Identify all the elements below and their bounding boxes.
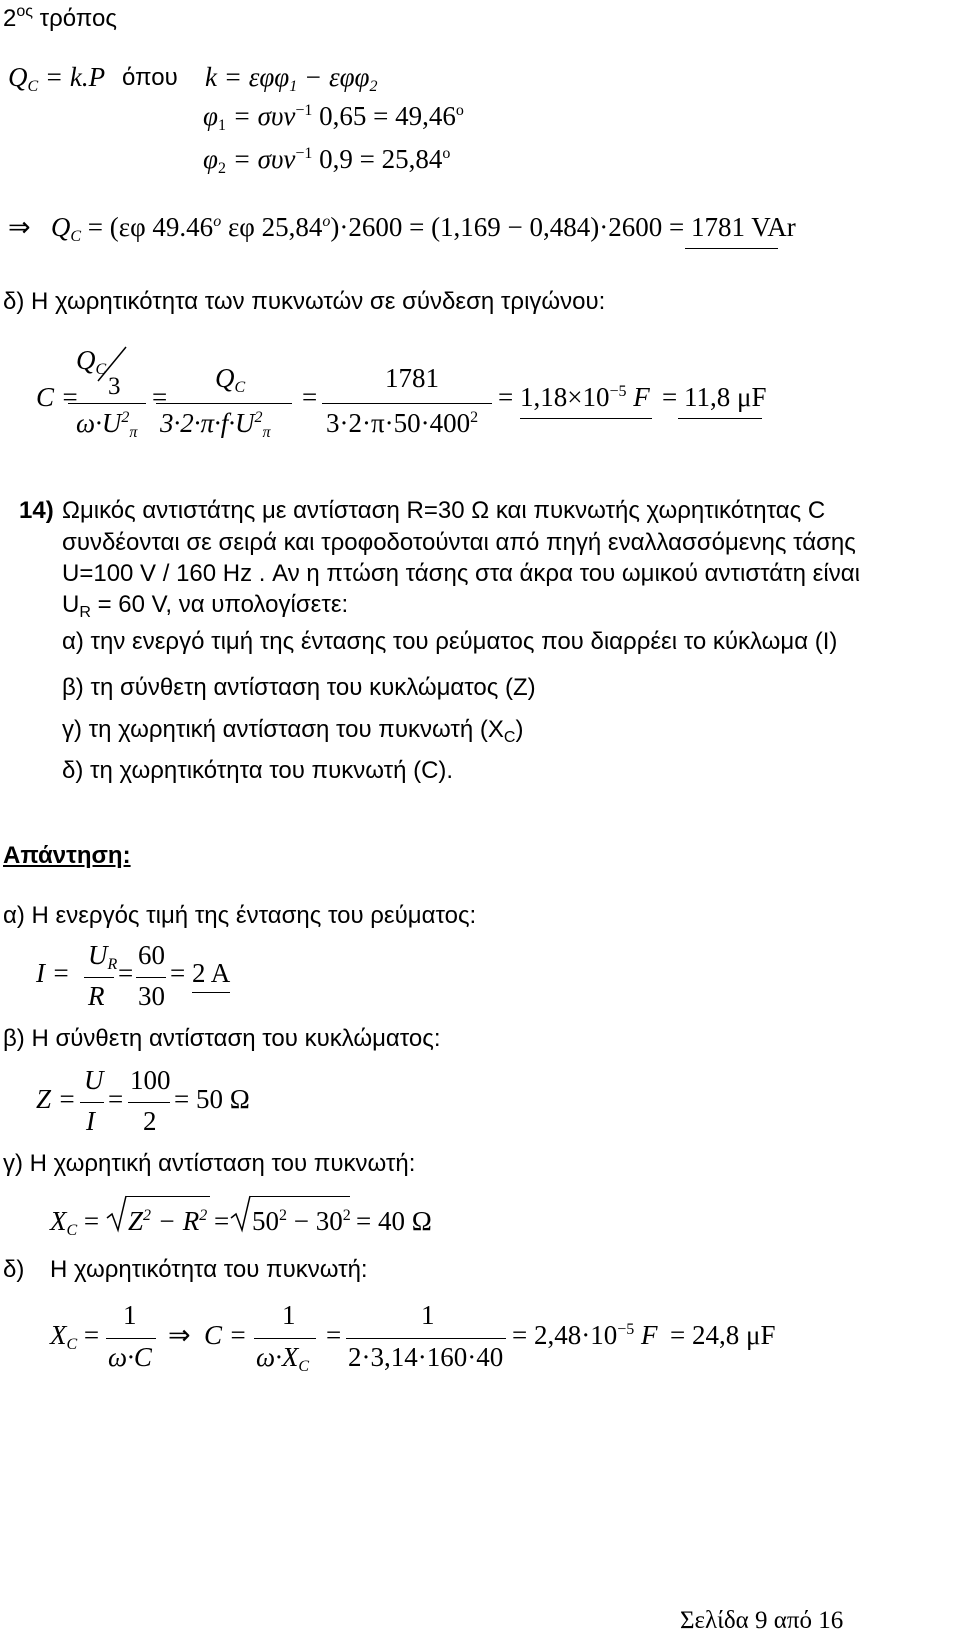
ans-c-eq2: =	[214, 1206, 230, 1236]
question-b: β) τη σύνθετη αντίσταση του κυκλώματος (Z)	[62, 674, 536, 701]
sqrt-sign-1	[106, 1194, 128, 1234]
ans-c-result: = 40 Ω	[356, 1206, 432, 1236]
cap-f3-num: 1781	[385, 363, 439, 393]
ans-d-arrow: ⇒	[168, 1320, 191, 1350]
ans-b-z-equals: Z =	[36, 1084, 76, 1114]
ans-a-frac2-line	[136, 977, 166, 978]
radical-bar-2	[250, 1196, 350, 1197]
radical-bar-1	[126, 1196, 210, 1197]
opou-word: όπου	[122, 64, 178, 91]
problem-number: 14)	[19, 497, 54, 524]
ans-d-f3-den: 2·3,14·160·40	[348, 1342, 504, 1372]
cap-f3-den: $3\cdot 2\cdot\pi\cdot 50\cdot 400^2$	[326, 408, 479, 438]
answer-a-title: α) Η ενεργός τιμή της έντασης του ρεύματος:	[3, 902, 477, 929]
ans-d-frac3-line	[346, 1338, 506, 1339]
ans-d-f1-num: 1	[123, 1300, 137, 1330]
ans-d-f1-den: ω·C	[108, 1342, 152, 1372]
ans-b-num2: 100	[130, 1065, 171, 1095]
ans-b-frac1-line	[80, 1102, 104, 1103]
problem-line-1: Ωμικός αντιστάτης με αντίσταση R=30 Ω και πυκνωτής χωρητικότητας C	[62, 497, 826, 524]
ans-b-num: U	[84, 1065, 104, 1095]
cap-result-2: = 11,8 μF	[662, 382, 767, 412]
cap-res2-underline	[678, 418, 762, 419]
ans-c-radicand-1: $Z^2 - R^2$	[128, 1206, 208, 1236]
answer-d-label: δ)	[3, 1256, 25, 1283]
cap-f2-den: $3\cdot 2\cdot\pi\cdot f\cdot U^2_\pi$	[160, 408, 271, 441]
phi2-equation: $\varphi_2 = \sigma\upsilon\nu^{-1}$ $0,9 = 25,84^o$	[203, 144, 451, 177]
cap-eq-1: =	[152, 382, 168, 412]
ans-b-frac2-line	[128, 1102, 170, 1103]
ans-a-num: $U_R$	[88, 940, 118, 973]
cap-f2-num: $Q_C$	[215, 363, 246, 396]
ans-d-eq2: =	[326, 1320, 342, 1350]
problem-line-2: συνδέονται σε σειρά και τροφοδοτούνται από πηγή εναλλασσόμενης τάσης	[62, 529, 856, 556]
question-d: δ) τη χωρητικότητα του πυκνωτή (C).	[62, 757, 454, 784]
answer-heading: Απάντηση:	[3, 842, 131, 869]
page-number-footer: Σελίδα 9 από 16	[680, 1607, 844, 1634]
ans-d-f3-num: 1	[421, 1300, 435, 1330]
cap-c-equals: C =	[36, 382, 79, 412]
ans-d-f2-num: 1	[282, 1300, 296, 1330]
ans-a-den2: 30	[138, 981, 165, 1011]
phi1-equation: $\varphi_1 = \sigma\upsilon\nu^{-1}$ $0,65 = 49,46^o$	[203, 101, 464, 134]
answer-d-title: Η χωρητικότητα του πυκνωτή:	[50, 1256, 368, 1283]
ans-d-f2-den: $\omega\cdot X_C$	[256, 1342, 309, 1375]
cap-eq-2: =	[302, 382, 318, 412]
problem-line-4: $U_R = 60$ V, να υπολογίσετε:	[62, 591, 349, 621]
section-heading: $2^{o\varsigma}$ τρόπος	[3, 3, 117, 32]
sqrt-sign-2	[230, 1194, 252, 1234]
cap-frac3-line	[322, 403, 492, 404]
ans-c-xc: $X_C$ =	[50, 1206, 100, 1239]
cap-res1-underline	[520, 418, 652, 419]
cap-num-3: 3	[108, 373, 121, 400]
problem-line-3: U=100 V / 160 Hz . Αν η πτώση τάσης στα άκρα του ωμικού αντιστάτη είναι	[62, 560, 860, 587]
cap-num-q: $Q_C$	[76, 345, 107, 378]
ans-b-eq: =	[108, 1084, 124, 1114]
ans-b-den2: 2	[143, 1106, 157, 1136]
cap-result-1: = $1,18\times 10^{-5}$ F	[498, 382, 650, 412]
ans-a-frac1-line	[84, 977, 114, 978]
ans-a-den: R	[88, 981, 105, 1011]
ans-d-frac2-line	[254, 1338, 316, 1339]
ans-a-result: = 2 A	[170, 958, 231, 988]
answer-underline	[685, 248, 778, 249]
answer-b-title: β) Η σύνθετη αντίσταση του κυκλώματος:	[3, 1025, 441, 1052]
qc-definition: $Q_C = k.P$	[8, 62, 106, 95]
ans-d-frac1-line	[106, 1338, 156, 1339]
ans-d-result-1: = $2,48\cdot 10^{-5}$ F	[512, 1320, 658, 1350]
question-c: γ) τη χωρητική αντίσταση του πυκνωτή $(X_C)$	[62, 716, 524, 746]
answer-c-title: γ) Η χωρητική αντίσταση του πυκνωτή:	[3, 1150, 416, 1177]
ans-d-result-2: = 24,8 μF	[670, 1320, 776, 1350]
ans-a-eq: =	[118, 958, 134, 988]
ans-d-xc: $X_C$ =	[50, 1320, 100, 1353]
ans-b-den: I	[86, 1106, 95, 1136]
question-a: α) την ενεργό τιμή της έντασης του ρεύματος που διαρρέει το κύκλωμα (I)	[62, 628, 838, 655]
ans-c-radicand-2: $50^2 - 30^2$	[252, 1206, 351, 1236]
ans-d-c-equals: C =	[204, 1320, 247, 1350]
k-definition: k = εφφ$_1$ − εφφ$_2$	[205, 62, 378, 95]
cap-frac1-line	[68, 403, 146, 404]
delta-title: δ) Η χωρητικότητα των πυκνωτών σε σύνδεση τριγώνου:	[3, 288, 606, 315]
qc-result: ⇒ $Q_C = (\varepsilon\varphi$ 49.46$^o$ εφ $25,84^o)\cdot 2600 = (1,169 - 0,484)\cdot 2600 = 1781$ VAr	[8, 212, 796, 245]
ans-a-i-equals: I =	[36, 958, 70, 988]
ans-b-result: = 50 Ω	[174, 1084, 250, 1114]
ans-a-underline	[192, 992, 230, 993]
cap-frac2-line	[156, 403, 292, 404]
ans-a-num2: 60	[138, 940, 165, 970]
cap-den-1: $\omega\cdot U^2_\pi$	[76, 408, 138, 441]
